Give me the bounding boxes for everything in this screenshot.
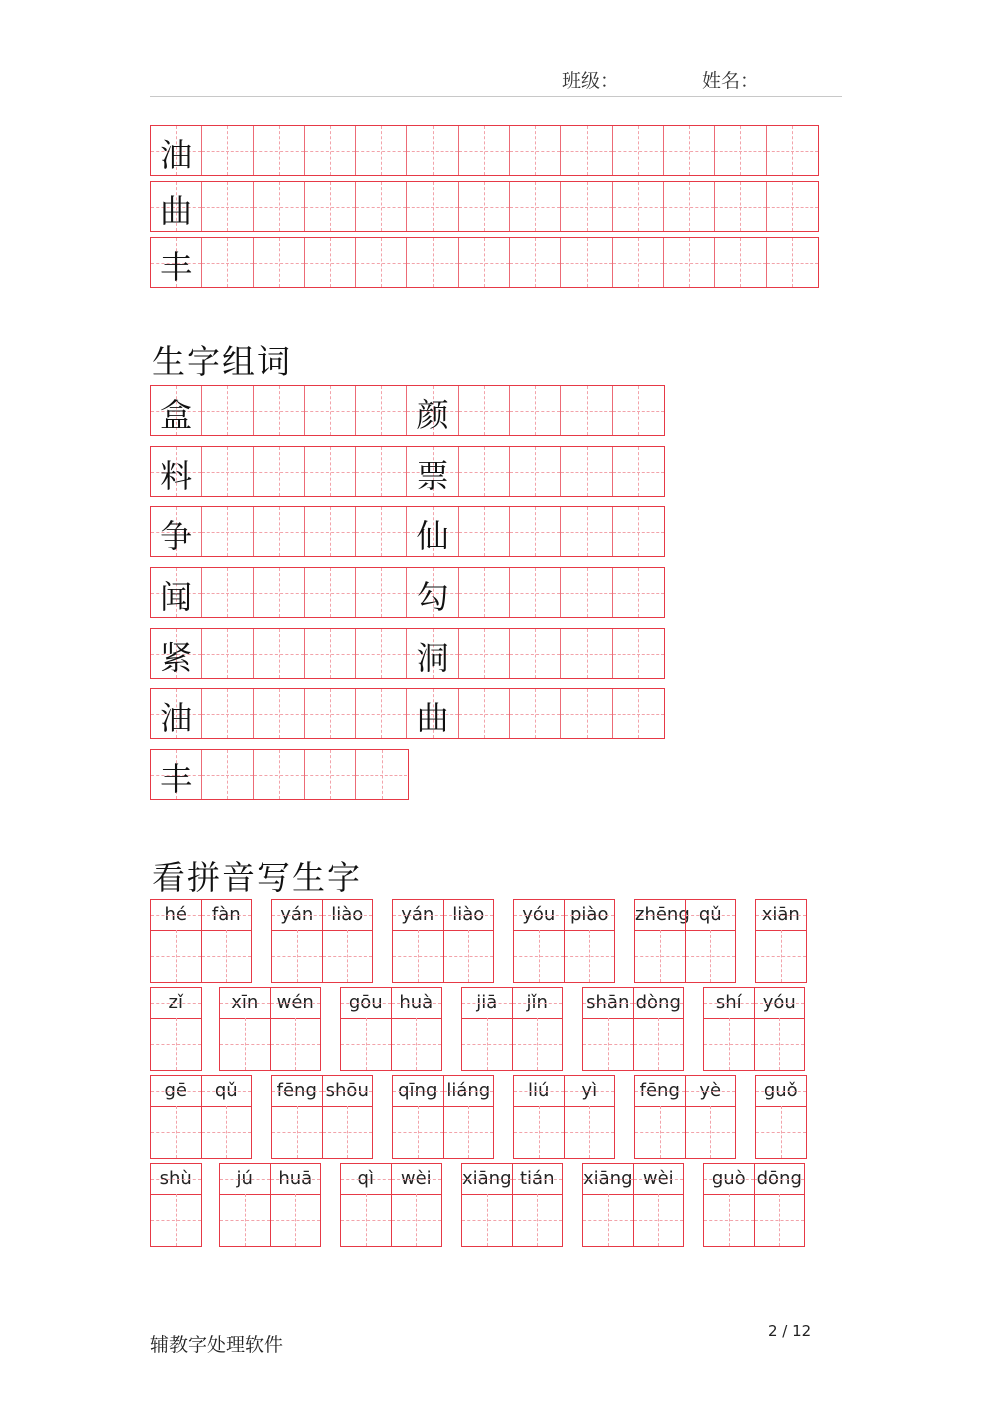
pinyin-cell[interactable]: [634, 899, 690, 983]
pinyin-label: dòng: [634, 988, 684, 1019]
writing-cell[interactable]: [356, 689, 407, 738]
hanzi-writing-box[interactable]: [583, 1018, 633, 1070]
writing-cell[interactable]: [459, 689, 510, 738]
writing-cell[interactable]: [510, 386, 561, 435]
writing-cell[interactable]: [510, 629, 561, 678]
hanzi-writing-box[interactable]: [202, 930, 252, 982]
pinyin-cell[interactable]: [634, 1075, 686, 1159]
writing-cell[interactable]: [407, 447, 458, 496]
pinyin-cell[interactable]: [754, 987, 806, 1071]
writing-cell[interactable]: [459, 238, 510, 287]
writing-cell[interactable]: [356, 182, 407, 231]
pinyin-label: shí: [704, 988, 754, 1019]
model-character: 丰: [160, 760, 193, 798]
writing-cell[interactable]: [305, 238, 356, 287]
writing-cell[interactable]: [613, 126, 664, 175]
practice-row: [150, 237, 819, 288]
pinyin-cell[interactable]: [685, 1075, 737, 1159]
page-header: [150, 62, 842, 97]
pinyin-label: shù: [151, 1164, 201, 1195]
writing-cell[interactable]: [305, 447, 356, 496]
pinyin-cell[interactable]: [564, 899, 616, 983]
writing-cell[interactable]: [356, 629, 407, 678]
pinyin-group: [461, 987, 562, 1071]
pinyin-label: zǐ: [151, 988, 201, 1019]
writing-cell[interactable]: [356, 126, 407, 175]
pinyin-label: xīn: [220, 988, 270, 1019]
writing-cell[interactable]: [305, 126, 356, 175]
writing-cell[interactable]: [613, 507, 664, 556]
practice-row: [150, 181, 819, 232]
practice-row: [150, 125, 819, 176]
footer-brand: 辅教字处理软件: [150, 1334, 284, 1356]
writing-cell[interactable]: [202, 447, 253, 496]
writing-cell[interactable]: [767, 182, 818, 231]
pinyin-label: wén: [271, 988, 321, 1019]
hanzi-writing-box[interactable]: [444, 1106, 494, 1158]
writing-cell[interactable]: [356, 238, 407, 287]
hanzi-writing-box[interactable]: [220, 1018, 270, 1070]
writing-cell[interactable]: [254, 689, 305, 738]
writing-cell[interactable]: [715, 238, 766, 287]
writing-cell[interactable]: [664, 126, 715, 175]
pinyin-group: [703, 987, 804, 1071]
pinyin-label: jǐn: [513, 988, 563, 1019]
writing-cell[interactable]: [613, 629, 664, 678]
pinyin-group: [582, 1163, 683, 1247]
class-label: 班级：: [562, 70, 620, 92]
writing-cell[interactable]: [613, 182, 664, 231]
writing-cell[interactable]: [613, 447, 664, 496]
writing-cell[interactable]: [613, 386, 664, 435]
pinyin-cell[interactable]: [322, 1075, 374, 1159]
pinyin-group: [513, 899, 614, 983]
pinyin-label: jiā: [462, 988, 512, 1019]
pinyin-cell[interactable]: [564, 1075, 616, 1159]
writing-cell[interactable]: [254, 386, 305, 435]
pinyin-group: [150, 987, 201, 1071]
pinyin-cell[interactable]: [219, 1163, 271, 1247]
writing-cell[interactable]: [407, 386, 458, 435]
writing-cell[interactable]: [202, 568, 253, 617]
pinyin-cell[interactable]: [582, 1163, 634, 1247]
pinyin-label: hé: [151, 900, 201, 931]
writing-cell[interactable]: [561, 689, 612, 738]
pinyin-label: fēng: [272, 1076, 322, 1107]
pinyin-label: qīng: [393, 1076, 443, 1107]
pinyin-cell[interactable]: [582, 987, 634, 1071]
pinyin-label: zhēng: [635, 900, 685, 931]
practice-row: [150, 567, 665, 618]
writing-cell[interactable]: [561, 568, 612, 617]
pinyin-cell[interactable]: [391, 1163, 443, 1247]
model-character: 仙: [416, 517, 449, 555]
pinyin-label: guǒ: [756, 1076, 806, 1107]
hanzi-writing-box[interactable]: [151, 1106, 201, 1158]
pinyin-label: qǔ: [202, 1076, 252, 1107]
pinyin-label: liú: [514, 1076, 564, 1107]
hanzi-writing-box[interactable]: [514, 930, 564, 982]
pinyin-label: guò: [704, 1164, 754, 1195]
hanzi-writing-box[interactable]: [565, 930, 615, 982]
hanzi-writing-box[interactable]: [462, 1194, 512, 1246]
hanzi-writing-box[interactable]: [704, 1018, 754, 1070]
pinyin-cell[interactable]: [340, 1163, 392, 1247]
pinyin-label: tián: [513, 1164, 563, 1195]
writing-cell[interactable]: [151, 126, 202, 175]
model-character: 盒: [160, 396, 193, 434]
pinyin-group: [219, 1163, 320, 1247]
writing-cell[interactable]: [510, 182, 561, 231]
hanzi-writing-box[interactable]: [635, 1106, 685, 1158]
pinyin-cell[interactable]: [754, 1163, 806, 1247]
pinyin-cell[interactable]: [150, 987, 202, 1071]
writing-cell[interactable]: [613, 568, 664, 617]
pinyin-cell[interactable]: [391, 987, 443, 1071]
writing-cell[interactable]: [356, 750, 407, 799]
pinyin-label: piào: [565, 900, 615, 931]
pinyin-cell[interactable]: [322, 899, 374, 983]
hanzi-writing-box[interactable]: [704, 1194, 754, 1246]
writing-cell[interactable]: [254, 750, 305, 799]
writing-cell[interactable]: [459, 629, 510, 678]
model-character: 油: [160, 136, 193, 174]
hanzi-writing-box[interactable]: [462, 1018, 512, 1070]
hanzi-writing-box[interactable]: [565, 1106, 615, 1158]
hanzi-writing-box[interactable]: [514, 1106, 564, 1158]
pinyin-cell[interactable]: [755, 1075, 807, 1159]
pinyin-cell[interactable]: [461, 1163, 513, 1247]
writing-cell[interactable]: [561, 507, 612, 556]
pinyin-group: [150, 1163, 201, 1247]
writing-cell[interactable]: [510, 447, 561, 496]
hanzi-writing-box[interactable]: [634, 1194, 684, 1246]
writing-cell[interactable]: [561, 126, 612, 175]
practice-row: [150, 749, 409, 800]
hanzi-writing-box[interactable]: [513, 1018, 563, 1070]
pinyin-label: liáng: [444, 1076, 494, 1107]
writing-cell[interactable]: [510, 568, 561, 617]
writing-cell[interactable]: [356, 447, 407, 496]
pinyin-cell[interactable]: [150, 899, 202, 983]
section-title-pinyin-writing: 看拼音写生字: [152, 858, 362, 897]
writing-cell[interactable]: [305, 750, 356, 799]
pinyin-label: yán: [393, 900, 443, 931]
pinyin-label: xiān: [756, 900, 806, 931]
model-character: 勾: [416, 578, 449, 616]
writing-cell[interactable]: [202, 386, 253, 435]
hanzi-writing-box[interactable]: [756, 930, 806, 982]
writing-cell[interactable]: [202, 182, 253, 231]
writing-cell[interactable]: [151, 238, 202, 287]
hanzi-writing-box[interactable]: [341, 1018, 391, 1070]
hanzi-writing-box[interactable]: [272, 930, 322, 982]
writing-cell[interactable]: [407, 182, 458, 231]
pinyin-cell[interactable]: [443, 1075, 495, 1159]
hanzi-writing-box[interactable]: [220, 1194, 270, 1246]
pinyin-cell[interactable]: [633, 1163, 685, 1247]
writing-cell[interactable]: [305, 182, 356, 231]
writing-cell[interactable]: [407, 568, 458, 617]
writing-cell[interactable]: [356, 568, 407, 617]
writing-cell[interactable]: [459, 126, 510, 175]
pinyin-cell[interactable]: [512, 987, 564, 1071]
writing-cell[interactable]: [407, 238, 458, 287]
section-title-word-building: 生字组词: [152, 342, 292, 381]
writing-cell[interactable]: [459, 447, 510, 496]
model-character: 票: [416, 457, 449, 495]
pinyin-label: huā: [271, 1164, 321, 1195]
writing-cell[interactable]: [151, 689, 202, 738]
pinyin-cell[interactable]: [703, 987, 755, 1071]
pinyin-group: [219, 987, 320, 1071]
pinyin-label: xiāng: [583, 1164, 633, 1195]
model-character: 争: [160, 517, 193, 555]
hanzi-writing-box[interactable]: [756, 1106, 806, 1158]
pinyin-group: [150, 899, 251, 983]
pinyin-label: shān: [583, 988, 633, 1019]
writing-cell[interactable]: [305, 629, 356, 678]
writing-cell[interactable]: [459, 182, 510, 231]
writing-cell[interactable]: [664, 238, 715, 287]
pinyin-label: wèi: [634, 1164, 684, 1195]
pinyin-cell[interactable]: [340, 987, 392, 1071]
pinyin-label: liào: [323, 900, 373, 931]
pinyin-cell[interactable]: [271, 1075, 323, 1159]
writing-cell[interactable]: [510, 238, 561, 287]
writing-cell[interactable]: [254, 447, 305, 496]
hanzi-writing-box[interactable]: [392, 1018, 442, 1070]
writing-cell[interactable]: [561, 238, 612, 287]
hanzi-writing-box[interactable]: [686, 930, 736, 982]
hanzi-writing-box[interactable]: [341, 1194, 391, 1246]
writing-cell[interactable]: [510, 507, 561, 556]
writing-cell[interactable]: [254, 507, 305, 556]
writing-cell[interactable]: [151, 629, 202, 678]
hanzi-writing-box[interactable]: [393, 930, 443, 982]
writing-cell[interactable]: [254, 126, 305, 175]
pinyin-group: [392, 899, 493, 983]
writing-cell[interactable]: [151, 507, 202, 556]
writing-cell[interactable]: [459, 568, 510, 617]
pinyin-label: shōu: [323, 1076, 373, 1107]
hanzi-writing-box[interactable]: [755, 1018, 805, 1070]
pinyin-group: [513, 1075, 614, 1159]
pinyin-label: xiāng: [462, 1164, 512, 1195]
writing-cell[interactable]: [767, 238, 818, 287]
practice-row: [150, 628, 665, 679]
pinyin-cell[interactable]: [512, 1163, 564, 1247]
writing-cell[interactable]: [561, 629, 612, 678]
practice-row: [150, 446, 665, 497]
writing-cell[interactable]: [715, 126, 766, 175]
writing-cell[interactable]: [407, 507, 458, 556]
page-number: 2 / 12: [768, 1322, 812, 1340]
writing-cell[interactable]: [613, 689, 664, 738]
writing-cell[interactable]: [254, 238, 305, 287]
pinyin-group: [634, 899, 735, 983]
pinyin-group: [634, 1075, 735, 1159]
pinyin-label: yè: [686, 1076, 736, 1107]
pinyin-label: yóu: [755, 988, 805, 1019]
hanzi-writing-box[interactable]: [634, 1018, 684, 1070]
pinyin-cell[interactable]: [513, 1075, 565, 1159]
model-character: 油: [160, 699, 193, 737]
writing-cell[interactable]: [561, 182, 612, 231]
pinyin-group: [755, 899, 806, 983]
model-character: 丰: [160, 248, 193, 286]
pinyin-label: fàn: [202, 900, 252, 931]
pinyin-cell[interactable]: [703, 1163, 755, 1247]
pinyin-cell[interactable]: [219, 987, 271, 1071]
hanzi-writing-box[interactable]: [271, 1018, 321, 1070]
writing-cell[interactable]: [151, 568, 202, 617]
writing-cell[interactable]: [459, 386, 510, 435]
pinyin-cell[interactable]: [392, 1075, 444, 1159]
writing-cell[interactable]: [151, 182, 202, 231]
pinyin-label: qǔ: [686, 900, 736, 931]
name-label: 姓名：: [702, 70, 760, 92]
practice-row: [150, 385, 665, 436]
pinyin-label: qì: [341, 1164, 391, 1195]
hanzi-writing-box[interactable]: [323, 930, 373, 982]
pinyin-label: gōu: [341, 988, 391, 1019]
pinyin-cell[interactable]: [633, 987, 685, 1071]
writing-cell[interactable]: [407, 629, 458, 678]
writing-cell[interactable]: [151, 386, 202, 435]
writing-cell[interactable]: [151, 750, 202, 799]
writing-cell[interactable]: [254, 568, 305, 617]
pinyin-label: wèi: [392, 1164, 442, 1195]
pinyin-group: [461, 1163, 562, 1247]
model-character: 闻: [160, 578, 193, 616]
writing-cell[interactable]: [356, 386, 407, 435]
pinyin-cell[interactable]: [513, 899, 565, 983]
hanzi-writing-box[interactable]: [583, 1194, 633, 1246]
pinyin-group: [703, 1163, 804, 1247]
model-character: 紧: [160, 639, 193, 677]
writing-cell[interactable]: [305, 386, 356, 435]
pinyin-group: [755, 1075, 806, 1159]
pinyin-label: dōng: [755, 1164, 805, 1195]
writing-cell[interactable]: [613, 238, 664, 287]
hanzi-writing-box[interactable]: [151, 1018, 201, 1070]
model-character: 料: [160, 457, 193, 495]
pinyin-label: fēng: [635, 1076, 685, 1107]
writing-cell[interactable]: [356, 507, 407, 556]
pinyin-cell[interactable]: [392, 899, 444, 983]
pinyin-label: yì: [565, 1076, 615, 1107]
pinyin-group: [340, 1163, 441, 1247]
writing-cell[interactable]: [254, 629, 305, 678]
hanzi-writing-box[interactable]: [755, 1194, 805, 1246]
pinyin-label: yóu: [514, 900, 564, 931]
model-character: 颜: [416, 396, 449, 434]
pinyin-label: huà: [392, 988, 442, 1019]
hanzi-writing-box[interactable]: [272, 1106, 322, 1158]
pinyin-group: [150, 1075, 251, 1159]
pinyin-cell[interactable]: [270, 987, 322, 1071]
hanzi-writing-box[interactable]: [202, 1106, 252, 1158]
hanzi-writing-box[interactable]: [513, 1194, 563, 1246]
writing-cell[interactable]: [459, 507, 510, 556]
pinyin-group: [271, 899, 372, 983]
writing-cell[interactable]: [407, 689, 458, 738]
model-character: 洞: [416, 639, 449, 677]
hanzi-writing-box[interactable]: [444, 930, 494, 982]
pinyin-group: [271, 1075, 372, 1159]
writing-cell[interactable]: [561, 386, 612, 435]
writing-cell[interactable]: [715, 182, 766, 231]
writing-cell[interactable]: [202, 750, 253, 799]
hanzi-writing-box[interactable]: [393, 1106, 443, 1158]
writing-cell[interactable]: [202, 507, 253, 556]
writing-cell[interactable]: [305, 568, 356, 617]
hanzi-writing-box[interactable]: [151, 930, 201, 982]
hanzi-writing-box[interactable]: [686, 1106, 736, 1158]
writing-cell[interactable]: [510, 689, 561, 738]
writing-cell[interactable]: [202, 629, 253, 678]
hanzi-writing-box[interactable]: [151, 1194, 201, 1246]
model-character: 曲: [416, 699, 449, 737]
writing-cell[interactable]: [254, 182, 305, 231]
pinyin-label: gē: [151, 1076, 201, 1107]
writing-cell[interactable]: [407, 126, 458, 175]
pinyin-cell[interactable]: [271, 899, 323, 983]
writing-cell[interactable]: [202, 689, 253, 738]
writing-cell[interactable]: [510, 126, 561, 175]
writing-cell[interactable]: [151, 447, 202, 496]
model-character: 曲: [160, 192, 193, 230]
pinyin-cell[interactable]: [201, 899, 253, 983]
pinyin-group: [392, 1075, 493, 1159]
hanzi-writing-box[interactable]: [271, 1194, 321, 1246]
practice-row: [150, 506, 665, 557]
pinyin-cell[interactable]: [201, 1075, 253, 1159]
writing-cell[interactable]: [767, 126, 818, 175]
writing-cell[interactable]: [664, 182, 715, 231]
writing-cell[interactable]: [202, 126, 253, 175]
hanzi-writing-box[interactable]: [323, 1106, 373, 1158]
writing-cell[interactable]: [305, 689, 356, 738]
pinyin-label: yán: [272, 900, 322, 931]
pinyin-label: liào: [444, 900, 494, 931]
pinyin-cell[interactable]: [755, 899, 807, 983]
hanzi-writing-box[interactable]: [635, 930, 685, 982]
pinyin-cell[interactable]: [150, 1075, 202, 1159]
pinyin-cell[interactable]: [270, 1163, 322, 1247]
practice-row: [150, 688, 665, 739]
writing-cell[interactable]: [561, 447, 612, 496]
pinyin-cell[interactable]: [461, 987, 513, 1071]
pinyin-group: [340, 987, 441, 1071]
writing-cell[interactable]: [202, 238, 253, 287]
pinyin-label: jú: [220, 1164, 270, 1195]
pinyin-cell[interactable]: [150, 1163, 202, 1247]
pinyin-group: [582, 987, 683, 1071]
pinyin-cell[interactable]: [443, 899, 495, 983]
writing-cell[interactable]: [305, 507, 356, 556]
hanzi-writing-box[interactable]: [392, 1194, 442, 1246]
pinyin-cell[interactable]: [685, 899, 737, 983]
